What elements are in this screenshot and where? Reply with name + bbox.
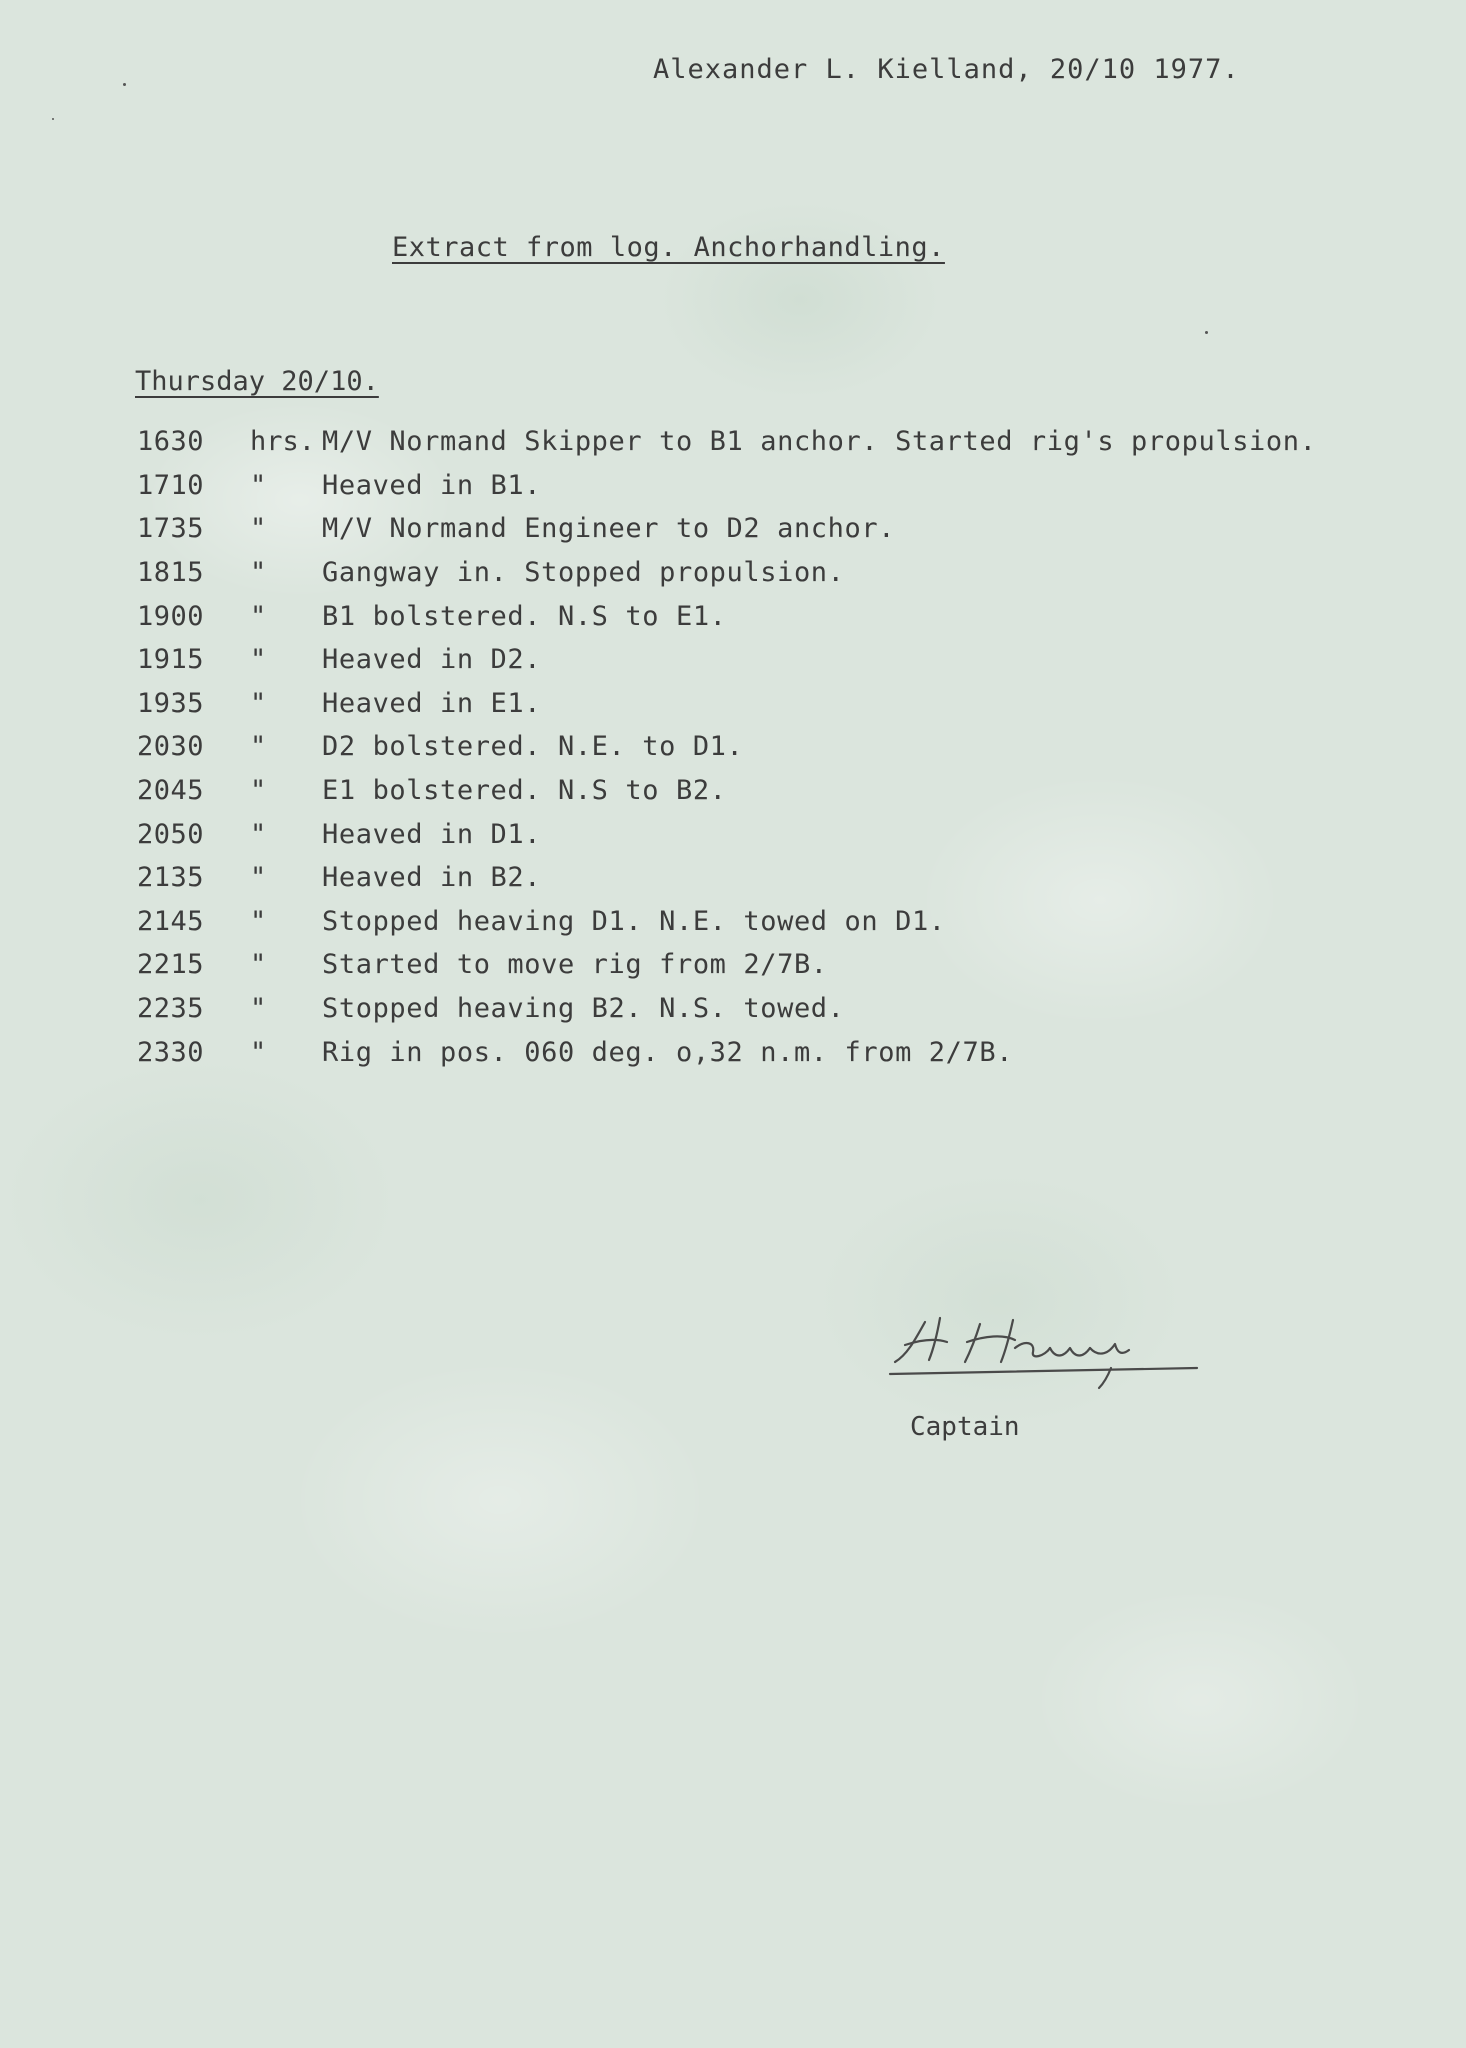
- log-text: M/V Normand Skipper to B1 anchor. Started rig's propulsion.: [322, 426, 1317, 458]
- log-text: Heaved in E1.: [322, 687, 542, 719]
- log-time: 2215: [137, 949, 205, 981]
- log-text: D2 bolstered. N.E. to D1.: [322, 731, 744, 763]
- log-unit: ": [250, 993, 267, 1025]
- log-unit: ": [250, 905, 267, 937]
- log-unit: ": [250, 775, 267, 807]
- log-unit: ": [250, 949, 267, 981]
- log-unit: ": [250, 1036, 267, 1068]
- log-row: [137, 420, 1437, 464]
- log-time: 1815: [137, 557, 205, 589]
- paper-speck: [52, 118, 54, 120]
- log-time: 1735: [137, 513, 205, 545]
- log-row: [137, 594, 1437, 638]
- log-unit: ": [250, 513, 267, 545]
- log-time: 2135: [137, 862, 205, 894]
- log-row: [137, 507, 1437, 551]
- log-row: [137, 769, 1437, 813]
- log-row: [137, 1030, 1437, 1074]
- log-unit: ": [250, 862, 267, 894]
- document-header: Alexander L. Kielland, 20/10 1977.: [653, 54, 1240, 85]
- log-row: [137, 464, 1437, 508]
- log-text: Stopped heaving B2. N.S. towed.: [322, 993, 845, 1025]
- log-text: Heaved in D2.: [322, 644, 542, 676]
- handwritten-signature-icon: [885, 1300, 1205, 1390]
- log-unit: hrs.: [250, 426, 316, 458]
- log-time: 2045: [137, 775, 205, 807]
- log-time: 2145: [137, 905, 205, 937]
- log-time: 1900: [137, 600, 205, 632]
- log-time: 1710: [137, 469, 205, 501]
- log-unit: ": [250, 600, 267, 632]
- log-text: Heaved in B1.: [322, 469, 542, 501]
- log-time: 2050: [137, 818, 205, 850]
- signature-role: Captain: [910, 1412, 1020, 1442]
- log-row: [137, 638, 1437, 682]
- log-unit: ": [250, 731, 267, 763]
- log-time: 1935: [137, 687, 205, 719]
- paper-speck: [123, 83, 126, 86]
- log-unit: ": [250, 644, 267, 676]
- log-row: [137, 900, 1437, 944]
- log-time: 1915: [137, 644, 205, 676]
- document-title: Extract from log. Anchorhandling.: [392, 232, 945, 263]
- log-row: [137, 812, 1437, 856]
- log-unit: ": [250, 818, 267, 850]
- log-row: [137, 856, 1437, 900]
- log-time: 1630: [137, 426, 205, 458]
- log-row: [137, 551, 1437, 595]
- log-text: M/V Normand Engineer to D2 anchor.: [322, 513, 896, 545]
- log-unit: ": [250, 687, 267, 719]
- log-text: E1 bolstered. N.S to B2.: [322, 775, 727, 807]
- log-text: Started to move rig from 2/7B.: [322, 949, 828, 981]
- day-heading: Thursday 20/10.: [135, 366, 379, 397]
- log-row: [137, 987, 1437, 1031]
- log-row: [137, 725, 1437, 769]
- log-text: Gangway in. Stopped propulsion.: [322, 557, 845, 589]
- log-row: [137, 682, 1437, 726]
- log-entries: [137, 420, 1437, 1074]
- log-time: 2030: [137, 731, 205, 763]
- log-text: Stopped heaving D1. N.E. towed on D1.: [322, 905, 946, 937]
- log-time: 2330: [137, 1036, 205, 1068]
- log-row: [137, 943, 1437, 987]
- log-text: Heaved in B2.: [322, 862, 542, 894]
- log-text: Heaved in D1.: [322, 818, 542, 850]
- log-unit: ": [250, 469, 267, 501]
- log-time: 2235: [137, 993, 205, 1025]
- log-text: Rig in pos. 060 deg. o,32 n.m. from 2/7B.: [322, 1036, 1014, 1068]
- log-text: B1 bolstered. N.S to E1.: [322, 600, 727, 632]
- log-unit: ": [250, 557, 267, 589]
- paper-speck: [1205, 331, 1208, 334]
